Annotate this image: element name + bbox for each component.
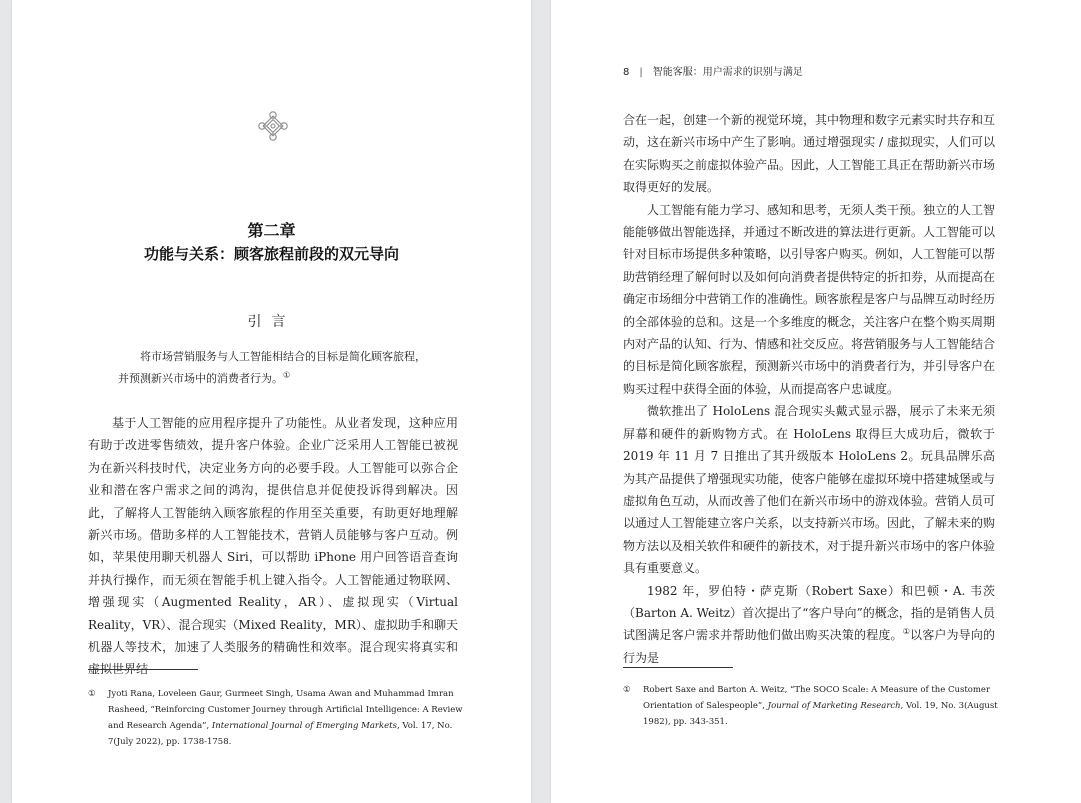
footnote-number: ① xyxy=(88,689,96,699)
footnote-marker[interactable]: ① xyxy=(283,370,291,380)
footnote-journal: Journal of Marketing Research xyxy=(767,701,901,711)
footnote-citation: Jyoti Rana, Loveleen Gaur, Gurmeet Singh, Usama Awan and Muhammad Imran Rasheed, “Reinforcing Customer Journey through Artificial Intelligence: A Review and Research Agenda”, xyxy=(108,689,463,731)
footnote-divider xyxy=(623,667,733,668)
body-paragraph: 微软推出了 HoloLens 混合现实头戴式显示器，展示了未来无须屏幕和硬件的新购物方式。在 HoloLens 取得巨大成功后，微软于 2019 年 11 月 7 日推出了其升级版本 HoloLens 2。玩具品牌乐高为其产品提供了增强现实功能，使客户能够在虚拟环境中搭建城堡或与虚拟角色互动，从而改善了他们在新兴市场中的游戏体验。营销人员可以通过人工智能建立客户关系，以支持新兴市场。因此，了解未来的购物方法以及相关软件和硬件的新技术，对于提升新兴市场中的客户体验具有重要意义。 xyxy=(623,404,996,576)
body-paragraph-text: 1982 年，罗伯特・萨克斯（Robert Saxe）和巴顿・A. 韦茨（Barton A. Weitz）首次提出了“客户导向”的概念，指的是销售人员试图满足客户需求并帮助他们做出购买决策的程度。 xyxy=(623,583,995,643)
body-paragraph: 合在一起，创建一个新的视觉环境，其中物理和数字元素实时共存和互动，这在新兴市场中产生了影响。通过增强现实 / 虚拟现实，人们可以在实际购买之前虚拟体验产品。因此，人工智能工具正在帮助新兴市场取得更好的发展。 xyxy=(623,113,996,195)
body-paragraph: 人工智能有能力学习、感知和思考，无须人类干预。独立的人工智能能够做出智能选择，并通过不断改进的算法进行更新。人工智能可以针对目标市场提供多种策略，以引导客户购买。例如，人工智能可以帮助营销经理了解何时以及如何向消费者提供特定的折扣券，从而提高在确定市场细分中营销工作的准确性。顾客旅程是客户与品牌互动时经历的全部体验的总和。这是一个多维度的概念，关注客户在整个购买周期内对产品的认知、行为、情感和社交反应。将营销服务与人工智能结合的目标是简化顾客旅程，预测新兴市场中的消费者行为，并引导客户在购买过程中获得全面的体验，从而提高客户忠诚度。 xyxy=(623,202,996,396)
chapter-title: 功能与关系：顾客旅程前段的双元导向 xyxy=(143,245,399,263)
footnote-marker[interactable]: ① xyxy=(902,627,911,637)
footnote-number: ① xyxy=(623,685,631,695)
intro-heading: 引言 xyxy=(247,314,296,330)
footnote-citation: Robert Saxe and Barton A. Weitz, “The SOCO Scale: A Measure of the Customer Orientation of Salespeople”, xyxy=(643,685,991,711)
left-page xyxy=(12,0,531,803)
running-head xyxy=(623,63,803,78)
page-number: 8 xyxy=(623,67,630,78)
epigraph xyxy=(118,346,468,390)
epigraph-line: 并预测新兴市场中的消费者行为。 xyxy=(118,372,283,385)
footnote xyxy=(623,682,999,730)
footnote-citation-end: , Vol. 19, No. 3(August 1982), pp. 343-351. xyxy=(643,701,998,727)
running-head-title: 智能客服：用户需求的识别与满足 xyxy=(652,67,803,78)
right-page xyxy=(551,0,1081,803)
body-text xyxy=(623,109,995,669)
body-paragraph: 基于人工智能的应用程序提升了功能性。从业者发现，这种应用有助于改进零售绩效，提升客户体验。企业广泛采用人工智能已被视为在新兴科技时代，决定业务方向的必要手段。人工智能可以弥合企业和潜在客户需求之间的鸿沟，提供信息并促使投诉得到解决。因此，了解将人工智能纳入顾客旅程的作用至关重要，有助更好地理解新兴市场。借助多样的人工智能技术，营销人员能够与客户互动。例如，苹果使用聊天机器人 Siri，可以帮助 iPhone 用户回答语音查询并执行操作，而无须在智能手机上键入指令。人工智能通过物联网、增强现实（Augmented Reality，AR）、虚拟现实（Virtual Reality，VR）、混合现实（Mixed Reality，MR）、虚拟助手和聊天机器人等技术，加速了人类服务的精确性和效率。混合现实将真实和虚拟世界结 xyxy=(88,416,458,677)
footnote-text xyxy=(108,686,470,750)
body-paragraph xyxy=(623,580,995,670)
footnote-citation-end: , Vol. 17, No. 7(July 2022), pp. 1738-1758. xyxy=(108,721,453,747)
epigraph-line: 将市场营销服务与人工智能相结合的目标是简化顾客旅程， xyxy=(140,350,426,363)
chapter-number: 第二章 xyxy=(247,221,296,240)
body-text xyxy=(88,412,458,681)
decorative-knot-ornament-icon xyxy=(257,110,289,142)
footnote-text xyxy=(643,682,999,730)
body-paragraph-text: 以客户为导向的行为是 xyxy=(623,628,995,665)
footnote xyxy=(88,686,470,750)
footnote-divider xyxy=(88,669,198,670)
footnote-journal: International Journal of Emerging Markets xyxy=(211,721,397,731)
running-head-separator: | xyxy=(639,67,643,78)
